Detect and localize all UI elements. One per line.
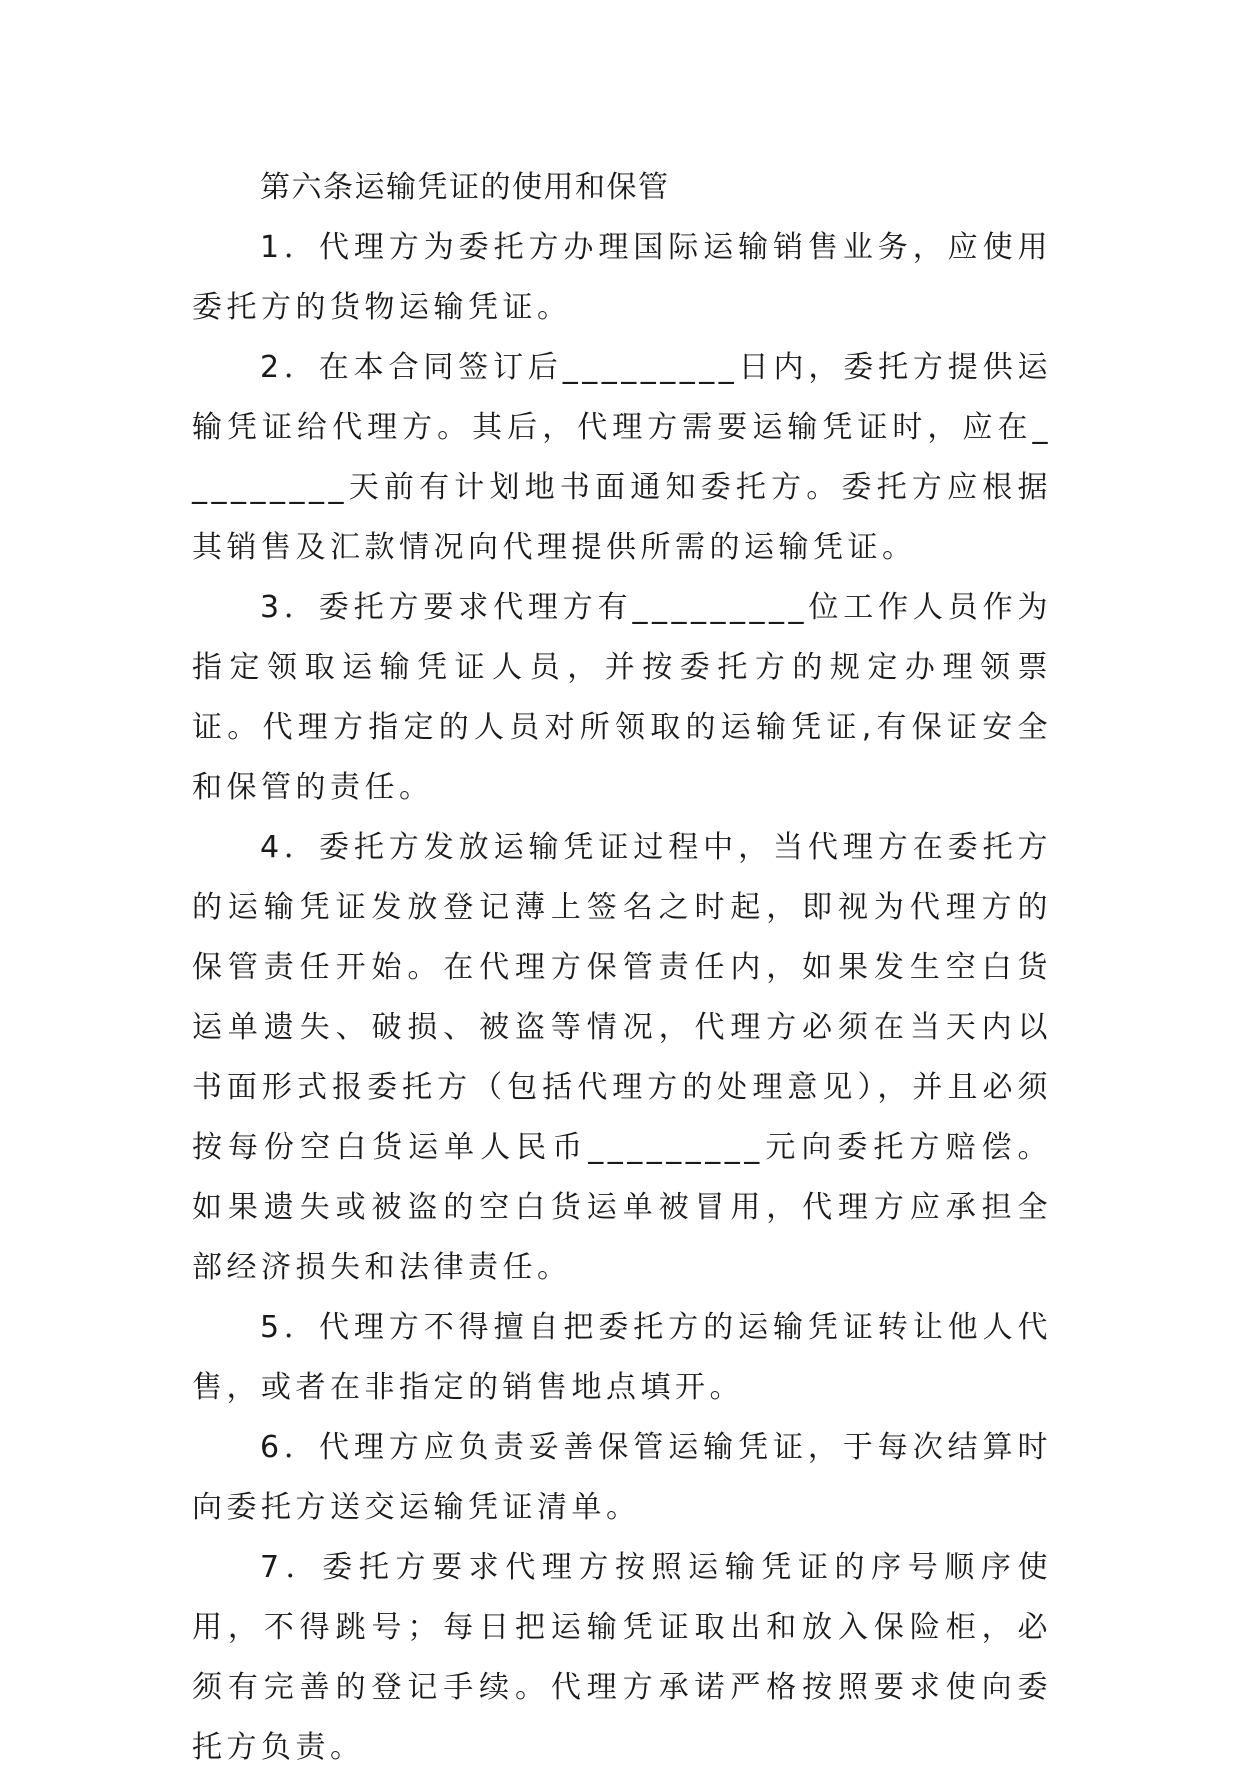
clause-3: 3．委托方要求代理方有_________位工作人员作为指定领取运输凭证人员，并按委托方的规定办理领票证。代理方指定的人员对所领取的运输凭证,有保证安全和保管的责任。 (192, 590, 1052, 805)
clause-2: 2．在本合同签订后_________日内，委托方提供运输凭证给代理方。其后，代理方需要运输凭证时，应在_________天前有计划地书面通知委托方。委托方应根据其销售及汇款情况向代理提供所需的运输凭证。 (192, 350, 1052, 565)
clause-7: 7．委托方要求代理方按照运输凭证的序号顺序使用，不得跳号；每日把运输凭证取出和放入保险柜，必须有完善的登记手续。代理方承诺严格按照要求使向委托方负责。 (192, 1550, 1052, 1765)
clause-6: 6．代理方应负责妥善保管运输凭证，于每次结算时向委托方送交运输凭证清单。 (192, 1430, 1052, 1525)
article-heading: 第六条运输凭证的使用和保管 (260, 170, 670, 205)
clause-1: 1．代理方为委托方办理国际运输销售业务，应使用委托方的货物运输凭证。 (192, 230, 1052, 325)
clause-5: 5．代理方不得擅自把委托方的运输凭证转让他人代售，或者在非指定的销售地点填开。 (192, 1310, 1052, 1405)
document-body (192, 158, 1052, 1778)
clause-4: 4．委托方发放运输凭证过程中，当代理方在委托方的运输凭证发放登记薄上签名之时起，即视为代理方的保管责任开始。在代理方保管责任内，如果发生空白货运单遗失、破损、被盗等情况，代理方必须在当天内以书面形式报委托方（包括代理方的处理意见），并且必须按每份空白货运单人民币_________元向委托方赔偿。如果遗失或被盗的空白货运单被冒用，代理方应承担全部经济损失和法律责任。 (192, 830, 1052, 1285)
